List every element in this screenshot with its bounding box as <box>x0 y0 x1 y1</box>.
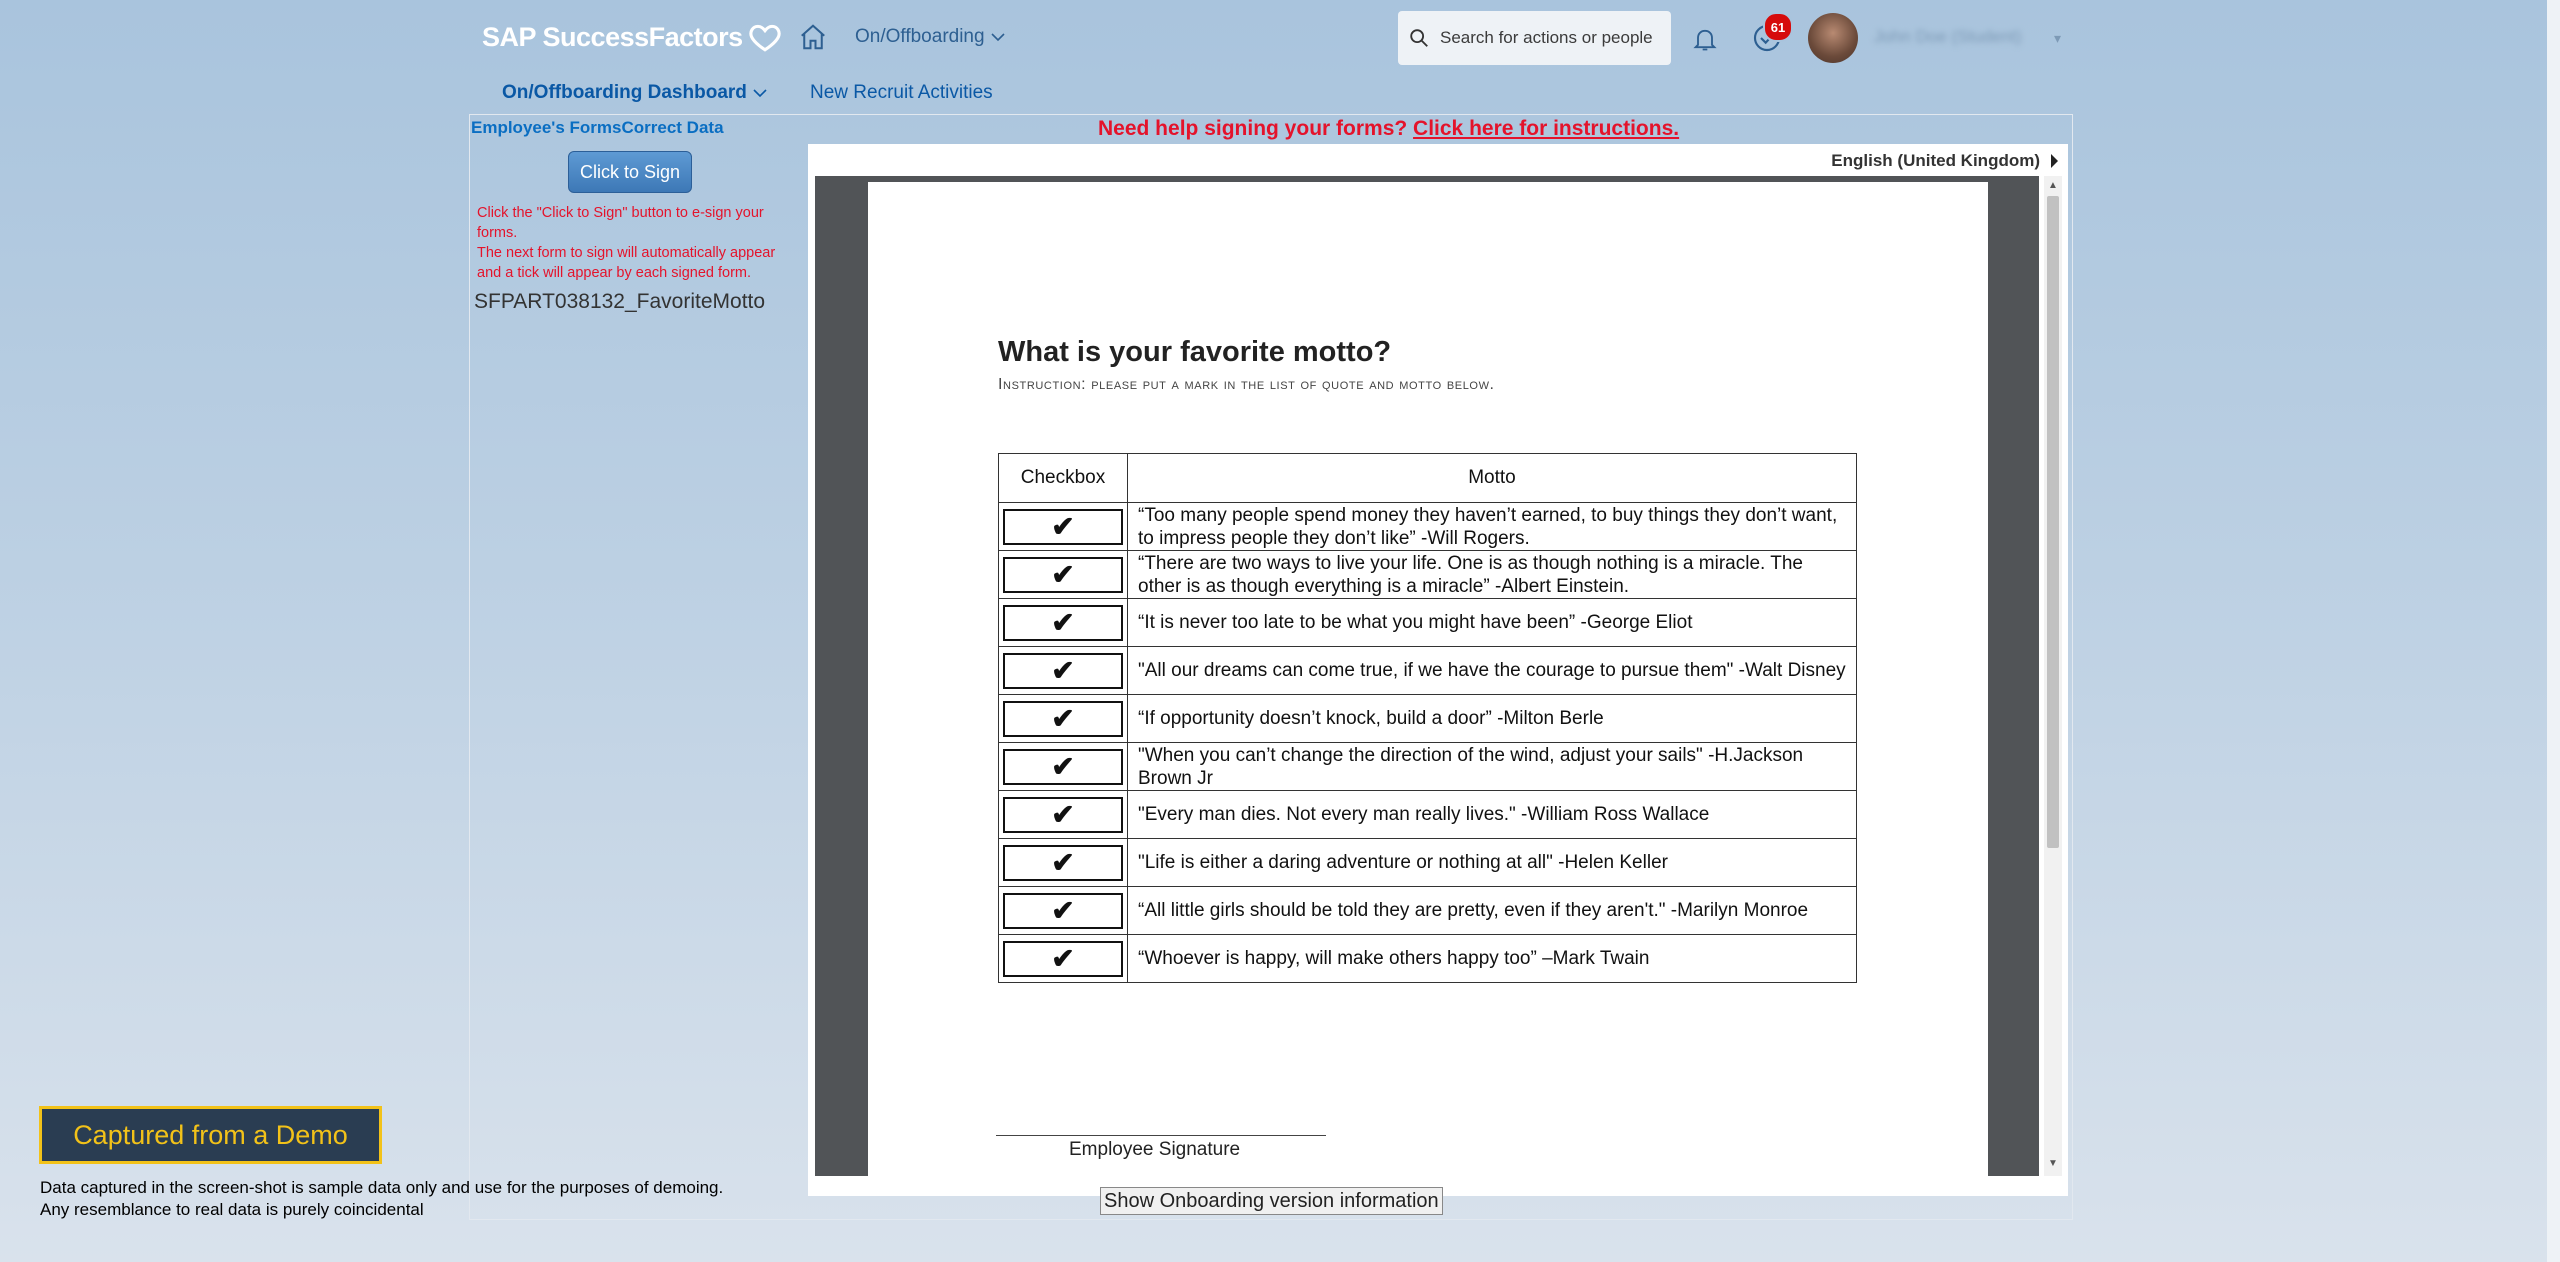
disclaimer-line-2: Any resemblance to real data is purely coincidental <box>40 1200 424 1219</box>
table-row <box>999 791 1857 839</box>
demo-badge: Captured from a Demo <box>39 1106 382 1164</box>
motto-table <box>998 453 1857 983</box>
help-instructions-link[interactable]: Click here for instructions. <box>1413 117 1680 140</box>
search-input[interactable] <box>1438 27 1662 49</box>
help-banner <box>1098 117 1679 141</box>
motto-text: “Too many people spend money they haven’t earned, to buy things they don’t want, to impress people they don’t like” -Will Rogers. <box>1128 503 1857 551</box>
check-mark-icon[interactable]: ✔ <box>1003 941 1123 977</box>
table-row <box>999 887 1857 935</box>
motto-text: “It is never too late to be what you might have been” -George Eliot <box>1128 599 1857 647</box>
motto-text: "When you can’t change the direction of the wind, adjust your sails" -H.Jackson Brown Jr <box>1128 743 1857 791</box>
column-header-motto: Motto <box>1128 454 1857 503</box>
document-instruction: Instruction: please put a mark in the list of quote and motto below. <box>998 376 1495 393</box>
table-row <box>999 647 1857 695</box>
checkbox-cell <box>999 839 1128 887</box>
motto-text: “There are two ways to live your life. One is as though nothing is a miracle. The other is as though everything is a miracle” -Albert Einstein. <box>1128 551 1857 599</box>
chevron-down-icon <box>991 32 1005 42</box>
brand-name: SAP SuccessFactors <box>482 21 743 52</box>
table-row <box>999 839 1857 887</box>
user-menu-chevron-icon[interactable]: ▾ <box>2054 30 2062 46</box>
checkbox-cell <box>999 791 1128 839</box>
chevron-down-icon <box>753 88 767 98</box>
notification-badge: 61 <box>1763 12 1793 42</box>
table-row <box>999 599 1857 647</box>
check-mark-icon[interactable]: ✔ <box>1003 797 1123 833</box>
signature-label: Employee Signature <box>1069 1139 1241 1160</box>
search-box[interactable] <box>1398 11 1671 65</box>
tab-employees-forms[interactable]: Employee's Forms <box>471 118 622 137</box>
checkbox-cell <box>999 743 1128 791</box>
table-row <box>999 551 1857 599</box>
module-dropdown[interactable] <box>855 26 1005 48</box>
click-to-sign-button[interactable]: Click to Sign <box>568 151 692 193</box>
motto-text: “Whoever is happy, will make others happy too” –Mark Twain <box>1128 935 1857 983</box>
motto-text: "All our dreams can come true, if we have the courage to pursue them" -Walt Disney <box>1128 647 1857 695</box>
check-mark-icon[interactable]: ✔ <box>1003 509 1123 545</box>
dashboard-dropdown[interactable] <box>502 82 767 104</box>
form-list-item[interactable]: SFPART038132_FavoriteMotto <box>474 290 766 313</box>
avatar[interactable] <box>1808 13 1858 63</box>
motto-text: "Every man dies. Not every man really lives." -William Ross Wallace <box>1128 791 1857 839</box>
heart-icon <box>747 20 783 54</box>
checkbox-cell <box>999 503 1128 551</box>
page-edge <box>2547 0 2560 1262</box>
disclaimer-line-1: Data captured in the screen-shot is sample data only and use for the purposes of demoing. <box>40 1178 724 1197</box>
motto-text: "Life is either a daring adventure or nothing at all" -Helen Keller <box>1128 839 1857 887</box>
help-text: Need help signing your forms? <box>1098 117 1408 140</box>
checkbox-cell <box>999 647 1128 695</box>
checkbox-cell <box>999 935 1128 983</box>
check-mark-icon[interactable]: ✔ <box>1003 845 1123 881</box>
language-arrow-icon[interactable] <box>2051 154 2058 168</box>
document-title: What is your favorite motto? <box>998 336 1392 368</box>
table-row <box>999 743 1857 791</box>
check-mark-icon[interactable]: ✔ <box>1003 749 1123 785</box>
motto-text: “If opportunity doesn’t knock, build a door” -Milton Berle <box>1128 695 1857 743</box>
table-header-row <box>999 454 1857 503</box>
bell-icon[interactable] <box>1691 24 1719 54</box>
dashboard-label: On/Offboarding Dashboard <box>502 82 747 103</box>
scroll-down-arrow-icon[interactable]: ▼ <box>2048 1158 2058 1169</box>
scroll-up-arrow-icon[interactable]: ▲ <box>2048 180 2058 191</box>
check-mark-icon[interactable]: ✔ <box>1003 653 1123 689</box>
home-icon[interactable] <box>798 22 828 52</box>
language-selector[interactable]: English (United Kingdom) <box>1831 151 2040 170</box>
user-name[interactable]: John Doe (Student) <box>1874 27 2022 46</box>
search-icon <box>1408 27 1430 49</box>
demo-disclaimer <box>40 1177 723 1221</box>
table-row <box>999 935 1857 983</box>
checkbox-cell <box>999 887 1128 935</box>
signing-instructions <box>477 203 797 283</box>
new-recruit-activities-link[interactable]: New Recruit Activities <box>810 82 993 103</box>
instruction-line-1: Click the "Click to Sign" button to e-sign your forms. <box>477 205 764 241</box>
check-mark-icon[interactable]: ✔ <box>1003 893 1123 929</box>
column-header-checkbox: Checkbox <box>999 454 1128 503</box>
checkbox-cell <box>999 695 1128 743</box>
motto-text: “All little girls should be told they are pretty, even if they aren't." -Marilyn Monroe <box>1128 887 1857 935</box>
table-row <box>999 503 1857 551</box>
check-mark-icon[interactable]: ✔ <box>1003 605 1123 641</box>
tab-correct-data[interactable]: Correct Data <box>621 118 724 137</box>
sap-successfactors-logo[interactable] <box>482 20 783 54</box>
left-panel-tabs <box>471 118 724 138</box>
version-info-button[interactable]: Show Onboarding version information <box>1100 1187 1443 1215</box>
instruction-line-2: The next form to sign will automatically appear and a tick will appear by each signed form. <box>477 245 776 281</box>
module-label: On/Offboarding <box>855 26 985 47</box>
check-mark-icon[interactable]: ✔ <box>1003 557 1123 593</box>
checkbox-cell <box>999 599 1128 647</box>
check-mark-icon[interactable]: ✔ <box>1003 701 1123 737</box>
signature-line <box>996 1135 1326 1136</box>
language-bar <box>808 144 2068 178</box>
table-row <box>999 695 1857 743</box>
viewer-scroll-thumb[interactable] <box>2047 196 2059 848</box>
checkbox-cell <box>999 551 1128 599</box>
